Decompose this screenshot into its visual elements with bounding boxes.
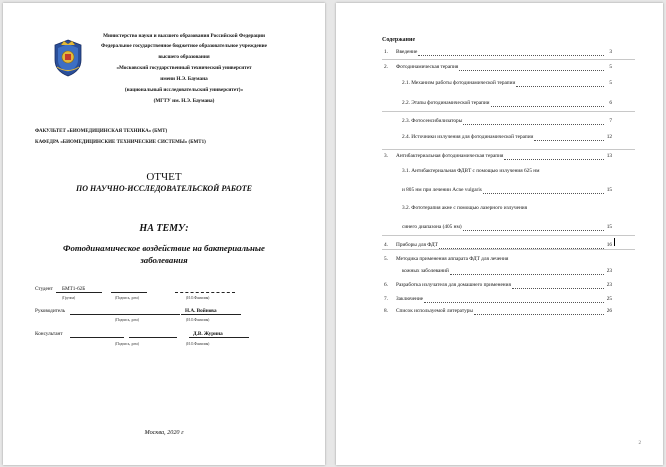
toc-separator-2	[382, 111, 635, 112]
toc-entry-leader	[474, 309, 604, 315]
toc-entry-leader	[534, 135, 604, 141]
toc-entry-text: Список используемой литературы	[396, 308, 473, 314]
toc-entry-text: Методика применения аппарата ФДТ для лечения	[396, 256, 509, 262]
toc-entry[interactable]	[336, 309, 663, 316]
toc-entry-leader	[424, 297, 604, 303]
toc-entry[interactable]	[336, 154, 663, 161]
toc-entry[interactable]	[336, 81, 663, 88]
education-level-line: высшего образования	[158, 54, 210, 60]
student-label: Студент	[35, 286, 53, 292]
toc-entry-text: 3.1. Антибактериальная ФДВТ с помощью излучения 625 нм	[402, 168, 540, 174]
university-abbr-line: (МГТУ им. Н.Э. Баумана)	[153, 98, 215, 104]
toc-entry-number: 8.	[384, 308, 388, 314]
footer-city-year: Москва, 2020 г	[144, 429, 184, 436]
toc-entry-page: 25	[606, 296, 612, 302]
toc-entry[interactable]	[336, 225, 663, 232]
toc-entry-leader	[463, 225, 604, 231]
student-signature-line	[111, 292, 147, 293]
toc-separator-4	[382, 235, 635, 236]
text-cursor	[614, 238, 615, 246]
toc-entry[interactable]	[336, 283, 663, 290]
toc-entry-number: 4.	[384, 242, 388, 248]
supervisor-signature-line	[70, 314, 180, 315]
caption-signature-consultant: (Подпись, дата)	[115, 342, 139, 346]
toc-entry[interactable]	[336, 188, 663, 195]
toc-entry-text: кожных заболеваний	[402, 268, 449, 274]
toc-entry-leader	[483, 188, 604, 194]
toc-entry[interactable]	[336, 101, 663, 108]
topic-line-1: Фотодинамическое воздействие на бактериальные	[63, 243, 265, 253]
toc-entry-leader	[450, 269, 604, 275]
toc-entry-number: 6.	[384, 282, 388, 288]
toc-page	[336, 3, 663, 465]
toc-entry-page: 7	[609, 118, 612, 124]
toc-entry-text: 3.2. Фототерапия акне с помощью лазерного излучения	[402, 205, 528, 211]
toc-entry-leader	[491, 101, 604, 107]
toc-entry-number: 7.	[384, 296, 388, 302]
toc-entry-page: 15	[606, 187, 612, 193]
toc-entry[interactable]	[336, 269, 663, 276]
university-name-line: «Московский государственный технический университет	[116, 65, 252, 71]
toc-entry[interactable]	[336, 206, 663, 213]
toc-entry-leader	[463, 119, 604, 125]
toc-entry-leader	[512, 283, 604, 289]
toc-heading: Содержание	[382, 37, 416, 43]
caption-name-supervisor: (И.О.Фамилия)	[186, 318, 210, 322]
toc-entry-text: 2.1. Механизм работы фотодинамической терапии	[402, 80, 516, 86]
toc-entry-page: 5	[609, 80, 612, 86]
toc-entry-page: 3	[609, 49, 612, 55]
toc-entry-text: Антибактериальная фотодинамическая терапия	[396, 153, 504, 159]
toc-separator-1	[382, 59, 635, 60]
toc-entry-text: Приборы для ФДТ	[396, 242, 438, 248]
toc-entry-page: 12	[606, 134, 612, 140]
ministry-line: Министерство науки и высшего образования Российской Федерации	[103, 33, 265, 39]
toc-entry-leader	[439, 243, 604, 249]
university-named-after-line: имени Н.Э. Баумана	[160, 76, 208, 82]
university-status-line: (национальный исследовательский университет)»	[124, 87, 244, 93]
toc-entry-leader	[459, 65, 604, 71]
toc-entry-page: 15	[606, 224, 612, 230]
topic-label: НА ТЕМУ:	[139, 223, 189, 234]
toc-entry-text: Разработка излучателя для домашнего применения	[396, 282, 511, 288]
supervisor-label: Руководитель	[35, 308, 66, 314]
toc-entry[interactable]	[336, 169, 663, 176]
toc-entry-number: 5.	[384, 256, 388, 262]
toc-entry-text: Фотодинамическая терапия	[396, 64, 459, 70]
toc-entry[interactable]	[336, 50, 663, 57]
toc-entry-number: 1.	[384, 49, 388, 55]
institution-type-line: Федеральное государственное бюджетное образовательное учреждение	[101, 43, 267, 49]
toc-entry[interactable]	[336, 65, 663, 72]
toc-entry-page: 13	[606, 153, 612, 159]
student-name-line	[175, 292, 235, 293]
toc-entry-page: 23	[606, 282, 612, 288]
consultant-name: Д.В. Журина	[189, 332, 249, 338]
faculty-line: ФАКУЛЬТЕТ «БИОМЕДИЦИНСКАЯ ТЕХНИКА» (БМТ)	[35, 129, 168, 134]
page-number: 2	[638, 441, 641, 446]
title-page	[3, 3, 325, 465]
toc-entry-text: 2.3. Фотосенсибилизаторы	[402, 118, 463, 124]
caption-signature-supervisor: (Подпись, дата)	[115, 318, 139, 322]
toc-entry-text: Заключение	[396, 296, 424, 302]
toc-entry-leader	[516, 81, 604, 87]
toc-entry-text: 2.4. Источники излучения для фотодинамической терапии	[402, 134, 534, 140]
caption-name-consultant: (И.О.Фамилия)	[186, 342, 210, 346]
toc-entry[interactable]	[336, 257, 663, 264]
supervisor-name: Н.А. Войнова	[181, 309, 241, 315]
toc-entry-page: 16	[606, 242, 612, 248]
consultant-line-a	[70, 337, 124, 338]
topic-line-2: заболевания	[140, 255, 188, 265]
toc-entry-text: Введение	[396, 49, 418, 55]
consultant-signature-line	[129, 337, 177, 338]
consultant-label: Консультант	[35, 331, 63, 337]
report-title: ОТЧЕТ	[146, 171, 182, 183]
toc-entry-text: 2.2. Этапы фотодинамической терапии	[402, 100, 490, 106]
toc-entry-text: синего диапазона (405 нм)	[402, 224, 462, 230]
caption-signature-student: (Подпись, дата)	[115, 296, 139, 300]
toc-entry-text: и 805 нм при лечении Acne vulgaris	[402, 187, 482, 193]
department-line: КАФЕДРА «БИОМЕДИЦИНСКИЕ ТЕХНИЧЕСКИЕ СИСТЕМЫ» (БМТ1)	[35, 140, 206, 145]
toc-entry[interactable]	[336, 135, 663, 142]
student-group: БМТ1-62Б	[56, 287, 102, 293]
toc-entry-page: 6	[609, 100, 612, 106]
toc-entry-page: 5	[609, 64, 612, 70]
caption-group: (Группа)	[62, 296, 76, 300]
toc-entry-page: 23	[606, 268, 612, 274]
toc-entry-number: 3.	[384, 153, 388, 159]
toc-entry[interactable]	[336, 297, 663, 304]
toc-entry-number: 2.	[384, 64, 388, 70]
toc-entry-leader	[418, 50, 604, 56]
caption-name-student: (И.О.Фамилия)	[186, 296, 210, 300]
report-subtitle: ПО НАУЧНО-ИССЛЕДОВАТЕЛЬСКОЙ РАБОТЕ	[76, 184, 252, 193]
toc-entry-page: 26	[606, 308, 612, 314]
toc-entry-leader	[504, 154, 604, 160]
toc-entry[interactable]	[336, 119, 663, 126]
toc-separator-3	[382, 149, 635, 150]
